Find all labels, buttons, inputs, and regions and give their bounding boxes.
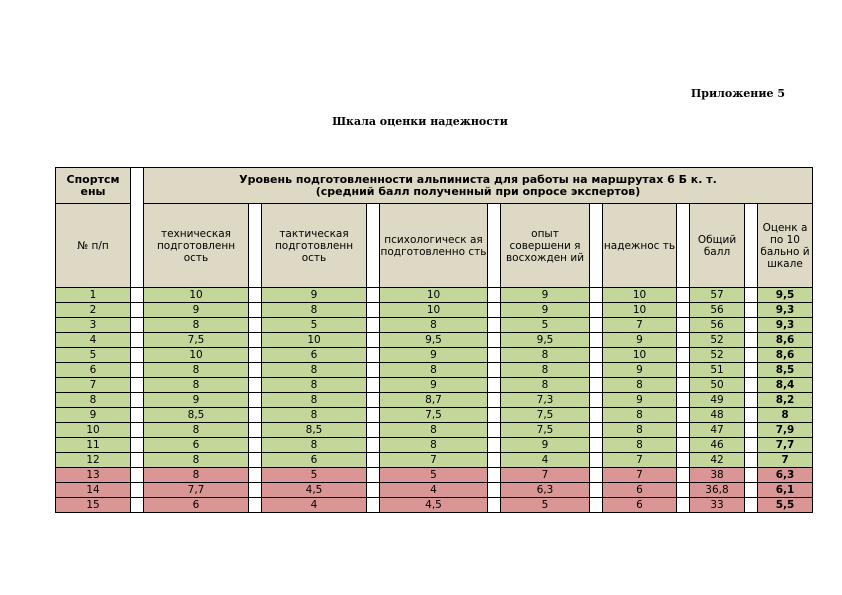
spacer-cell xyxy=(677,288,690,303)
spacer-cell xyxy=(249,438,262,453)
cell-score10: 6,3 xyxy=(758,468,813,483)
spacer-cell xyxy=(367,333,380,348)
cell-tactical: 6 xyxy=(262,348,367,363)
cell-experience: 8 xyxy=(501,378,590,393)
spacer-cell xyxy=(745,288,758,303)
cell-reliability: 7 xyxy=(603,453,677,468)
cell-score10: 8,5 xyxy=(758,363,813,378)
cell-tactical: 9 xyxy=(262,288,367,303)
spacer-cell xyxy=(745,408,758,423)
spacer-cell xyxy=(745,204,758,288)
cell-index: 13 xyxy=(56,468,131,483)
spacer-cell xyxy=(745,303,758,318)
spacer-cell xyxy=(677,408,690,423)
cell-tactical: 4,5 xyxy=(262,483,367,498)
table-row xyxy=(56,408,813,423)
cell-tactical: 8 xyxy=(262,303,367,318)
spacer-cell xyxy=(367,204,380,288)
cell-score10: 9,3 xyxy=(758,303,813,318)
spacer-cell xyxy=(131,468,144,483)
spacer-cell xyxy=(367,348,380,363)
cell-reliability: 10 xyxy=(603,348,677,363)
cell-reliability: 8 xyxy=(603,378,677,393)
spacer-cell xyxy=(677,303,690,318)
spacer-cell xyxy=(367,483,380,498)
cell-psychological: 8 xyxy=(380,363,488,378)
cell-reliability: 7 xyxy=(603,318,677,333)
table-row xyxy=(56,468,813,483)
spacer-cell xyxy=(249,204,262,288)
cell-technical: 7,5 xyxy=(144,333,249,348)
spacer-cell xyxy=(590,498,603,513)
spacer-cell xyxy=(590,423,603,438)
cell-index: 5 xyxy=(56,348,131,363)
spacer-cell xyxy=(745,393,758,408)
cell-reliability: 8 xyxy=(603,408,677,423)
spacer-cell xyxy=(367,498,380,513)
cell-score10: 8,6 xyxy=(758,333,813,348)
cell-experience: 9,5 xyxy=(501,333,590,348)
spacer-cell xyxy=(488,408,501,423)
cell-psychological: 7 xyxy=(380,453,488,468)
spacer-cell xyxy=(131,393,144,408)
spacer-cell xyxy=(367,363,380,378)
cell-experience: 6,3 xyxy=(501,483,590,498)
spacer-cell xyxy=(249,378,262,393)
spacer-cell xyxy=(677,453,690,468)
cell-index: 6 xyxy=(56,363,131,378)
cell-technical: 6 xyxy=(144,498,249,513)
spacer-cell xyxy=(745,498,758,513)
spacer-cell xyxy=(590,378,603,393)
cell-experience: 7,5 xyxy=(501,408,590,423)
spacer-cell xyxy=(488,453,501,468)
spacer-cell xyxy=(488,483,501,498)
header-main-line1: Уровень подготовленности альпиниста для работы на маршрутах 6 Б к. т. xyxy=(239,172,717,186)
spacer-cell xyxy=(590,408,603,423)
cell-technical: 8,5 xyxy=(144,408,249,423)
cell-psychological: 10 xyxy=(380,303,488,318)
spacer-cell xyxy=(590,303,603,318)
cell-experience: 9 xyxy=(501,288,590,303)
cell-score10: 8,6 xyxy=(758,348,813,363)
appendix-label: Приложение 5 xyxy=(690,87,785,100)
cell-technical: 8 xyxy=(144,423,249,438)
cell-experience: 4 xyxy=(501,453,590,468)
reliability-scale-table xyxy=(55,167,813,513)
table-row xyxy=(56,348,813,363)
spacer-cell xyxy=(131,408,144,423)
table-row xyxy=(56,363,813,378)
cell-technical: 8 xyxy=(144,378,249,393)
spacer-cell xyxy=(249,423,262,438)
spacer-cell xyxy=(131,378,144,393)
spacer-cell xyxy=(488,393,501,408)
cell-index: 8 xyxy=(56,393,131,408)
table-row xyxy=(56,453,813,468)
spacer-cell xyxy=(488,498,501,513)
cell-score10: 8,2 xyxy=(758,393,813,408)
cell-experience: 9 xyxy=(501,303,590,318)
cell-total: 46 xyxy=(690,438,745,453)
cell-score10: 7,7 xyxy=(758,438,813,453)
cell-tactical: 5 xyxy=(262,468,367,483)
cell-total: 48 xyxy=(690,408,745,423)
header-technical: техническая подготовленн ость xyxy=(144,204,249,288)
cell-score10: 9,3 xyxy=(758,318,813,333)
spacer-cell xyxy=(488,363,501,378)
table-row xyxy=(56,483,813,498)
spacer-cell xyxy=(488,423,501,438)
header-athletes: Спортсм ены xyxy=(56,168,131,204)
cell-experience: 8 xyxy=(501,348,590,363)
spacer-cell xyxy=(677,318,690,333)
table-row xyxy=(56,318,813,333)
spacer-cell xyxy=(745,348,758,363)
spacer-cell xyxy=(131,498,144,513)
cell-score10: 5,5 xyxy=(758,498,813,513)
cell-psychological: 7,5 xyxy=(380,408,488,423)
cell-psychological: 8 xyxy=(380,318,488,333)
cell-reliability: 9 xyxy=(603,393,677,408)
cell-reliability: 8 xyxy=(603,423,677,438)
spacer-cell xyxy=(249,348,262,363)
cell-experience: 7,3 xyxy=(501,393,590,408)
cell-tactical: 8 xyxy=(262,393,367,408)
spacer-cell xyxy=(367,303,380,318)
header-psychological: психологическ ая подготовленно сть xyxy=(380,204,488,288)
cell-total: 52 xyxy=(690,348,745,363)
spacer-cell xyxy=(745,363,758,378)
cell-index: 9 xyxy=(56,408,131,423)
cell-index: 7 xyxy=(56,378,131,393)
spacer-cell xyxy=(249,468,262,483)
cell-technical: 10 xyxy=(144,288,249,303)
cell-index: 4 xyxy=(56,333,131,348)
cell-total: 50 xyxy=(690,378,745,393)
cell-tactical: 4 xyxy=(262,498,367,513)
spacer-cell xyxy=(249,393,262,408)
header-main xyxy=(144,168,813,204)
spacer-cell xyxy=(367,318,380,333)
spacer-cell xyxy=(677,468,690,483)
cell-index: 12 xyxy=(56,453,131,468)
header-reliability: надежнос ть xyxy=(603,204,677,288)
cell-total: 51 xyxy=(690,363,745,378)
cell-experience: 5 xyxy=(501,318,590,333)
spacer-cell xyxy=(677,498,690,513)
cell-score10: 9,5 xyxy=(758,288,813,303)
cell-index: 1 xyxy=(56,288,131,303)
cell-reliability: 9 xyxy=(603,363,677,378)
table-row xyxy=(56,288,813,303)
spacer-cell xyxy=(367,378,380,393)
cell-score10: 7 xyxy=(758,453,813,468)
spacer-cell xyxy=(590,363,603,378)
cell-reliability: 10 xyxy=(603,288,677,303)
spacer-cell xyxy=(488,438,501,453)
spacer-cell xyxy=(590,333,603,348)
header-total: Общий балл xyxy=(690,204,745,288)
cell-index: 10 xyxy=(56,423,131,438)
document-title: Шкала оценки надежности xyxy=(332,115,508,128)
cell-score10: 7,9 xyxy=(758,423,813,438)
spacer-cell xyxy=(590,288,603,303)
cell-psychological: 10 xyxy=(380,288,488,303)
cell-psychological: 8 xyxy=(380,438,488,453)
cell-psychological: 4 xyxy=(380,483,488,498)
spacer-cell xyxy=(249,303,262,318)
spacer-cell xyxy=(367,408,380,423)
spacer-cell xyxy=(590,393,603,408)
cell-score10: 8,4 xyxy=(758,378,813,393)
cell-psychological: 8 xyxy=(380,423,488,438)
header-index: № п/п xyxy=(56,204,131,288)
spacer-cell xyxy=(488,348,501,363)
cell-tactical: 6 xyxy=(262,453,367,468)
spacer-cell xyxy=(590,468,603,483)
spacer-cell xyxy=(677,363,690,378)
header-experience: опыт совершени я восхожден ий xyxy=(501,204,590,288)
cell-total: 47 xyxy=(690,423,745,438)
spacer-cell xyxy=(590,483,603,498)
cell-total: 42 xyxy=(690,453,745,468)
header-score10: Оценк а по 10 бально й шкале xyxy=(758,204,813,288)
spacer-cell xyxy=(131,303,144,318)
spacer-cell xyxy=(590,348,603,363)
cell-experience: 7,5 xyxy=(501,423,590,438)
spacer-cell xyxy=(590,204,603,288)
cell-technical: 8 xyxy=(144,468,249,483)
cell-experience: 9 xyxy=(501,438,590,453)
spacer-cell xyxy=(249,318,262,333)
cell-tactical: 5 xyxy=(262,318,367,333)
spacer-cell xyxy=(249,483,262,498)
cell-technical: 9 xyxy=(144,393,249,408)
spacer-cell xyxy=(677,483,690,498)
spacer-cell xyxy=(131,168,144,288)
cell-tactical: 8 xyxy=(262,363,367,378)
cell-psychological: 9,5 xyxy=(380,333,488,348)
spacer-cell xyxy=(488,378,501,393)
spacer-cell xyxy=(131,288,144,303)
cell-technical: 9 xyxy=(144,303,249,318)
spacer-cell xyxy=(367,288,380,303)
cell-reliability: 6 xyxy=(603,483,677,498)
table-body xyxy=(56,288,813,513)
cell-total: 57 xyxy=(690,288,745,303)
cell-tactical: 8 xyxy=(262,378,367,393)
cell-psychological: 9 xyxy=(380,348,488,363)
cell-technical: 8 xyxy=(144,453,249,468)
cell-tactical: 8,5 xyxy=(262,423,367,438)
spacer-cell xyxy=(131,438,144,453)
cell-tactical: 8 xyxy=(262,408,367,423)
cell-technical: 8 xyxy=(144,318,249,333)
spacer-cell xyxy=(745,468,758,483)
spacer-cell xyxy=(249,363,262,378)
cell-reliability: 8 xyxy=(603,438,677,453)
spacer-cell xyxy=(131,483,144,498)
cell-psychological: 9 xyxy=(380,378,488,393)
cell-reliability: 10 xyxy=(603,303,677,318)
spacer-cell xyxy=(131,423,144,438)
spacer-cell xyxy=(249,288,262,303)
cell-psychological: 5 xyxy=(380,468,488,483)
spacer-cell xyxy=(745,483,758,498)
table-row xyxy=(56,393,813,408)
cell-experience: 5 xyxy=(501,498,590,513)
spacer-cell xyxy=(745,453,758,468)
spacer-cell xyxy=(677,204,690,288)
spacer-cell xyxy=(488,303,501,318)
spacer-cell xyxy=(745,423,758,438)
spacer-cell xyxy=(249,498,262,513)
cell-reliability: 7 xyxy=(603,468,677,483)
spacer-cell xyxy=(677,423,690,438)
table-row xyxy=(56,378,813,393)
spacer-cell xyxy=(590,438,603,453)
spacer-cell xyxy=(367,453,380,468)
table-row xyxy=(56,438,813,453)
spacer-cell xyxy=(488,288,501,303)
spacer-cell xyxy=(677,438,690,453)
cell-reliability: 6 xyxy=(603,498,677,513)
cell-total: 56 xyxy=(690,303,745,318)
spacer-cell xyxy=(249,408,262,423)
spacer-cell xyxy=(677,393,690,408)
cell-psychological: 4,5 xyxy=(380,498,488,513)
cell-technical: 7,7 xyxy=(144,483,249,498)
spacer-cell xyxy=(590,318,603,333)
spacer-cell xyxy=(677,348,690,363)
cell-index: 3 xyxy=(56,318,131,333)
cell-technical: 6 xyxy=(144,438,249,453)
spacer-cell xyxy=(677,333,690,348)
spacer-cell xyxy=(488,318,501,333)
cell-total: 33 xyxy=(690,498,745,513)
cell-psychological: 8,7 xyxy=(380,393,488,408)
cell-tactical: 10 xyxy=(262,333,367,348)
spacer-cell xyxy=(367,423,380,438)
cell-total: 36,8 xyxy=(690,483,745,498)
table-row xyxy=(56,333,813,348)
spacer-cell xyxy=(249,453,262,468)
table-row xyxy=(56,423,813,438)
spacer-cell xyxy=(131,363,144,378)
spacer-cell xyxy=(745,438,758,453)
cell-reliability: 9 xyxy=(603,333,677,348)
table-row xyxy=(56,498,813,513)
spacer-cell xyxy=(367,468,380,483)
spacer-cell xyxy=(249,333,262,348)
spacer-cell xyxy=(488,468,501,483)
spacer-cell xyxy=(590,453,603,468)
cell-technical: 8 xyxy=(144,363,249,378)
cell-total: 38 xyxy=(690,468,745,483)
header-main-line2: (средний балл полученный при опросе экспертов) xyxy=(315,184,641,198)
spacer-cell xyxy=(745,318,758,333)
spacer-cell xyxy=(488,333,501,348)
cell-technical: 10 xyxy=(144,348,249,363)
spacer-cell xyxy=(131,348,144,363)
cell-total: 52 xyxy=(690,333,745,348)
cell-index: 11 xyxy=(56,438,131,453)
cell-index: 2 xyxy=(56,303,131,318)
cell-tactical: 8 xyxy=(262,438,367,453)
spacer-cell xyxy=(131,318,144,333)
cell-total: 49 xyxy=(690,393,745,408)
spacer-cell xyxy=(367,438,380,453)
cell-index: 15 xyxy=(56,498,131,513)
spacer-cell xyxy=(488,204,501,288)
spacer-cell xyxy=(745,378,758,393)
cell-score10: 8 xyxy=(758,408,813,423)
spacer-cell xyxy=(367,393,380,408)
spacer-cell xyxy=(131,333,144,348)
header-tactical: тактическая подготовленн ость xyxy=(262,204,367,288)
cell-index: 14 xyxy=(56,483,131,498)
spacer-cell xyxy=(677,378,690,393)
cell-total: 56 xyxy=(690,318,745,333)
cell-experience: 7 xyxy=(501,468,590,483)
spacer-cell xyxy=(131,453,144,468)
cell-score10: 6,1 xyxy=(758,483,813,498)
spacer-cell xyxy=(745,333,758,348)
table-row xyxy=(56,303,813,318)
cell-experience: 8 xyxy=(501,363,590,378)
